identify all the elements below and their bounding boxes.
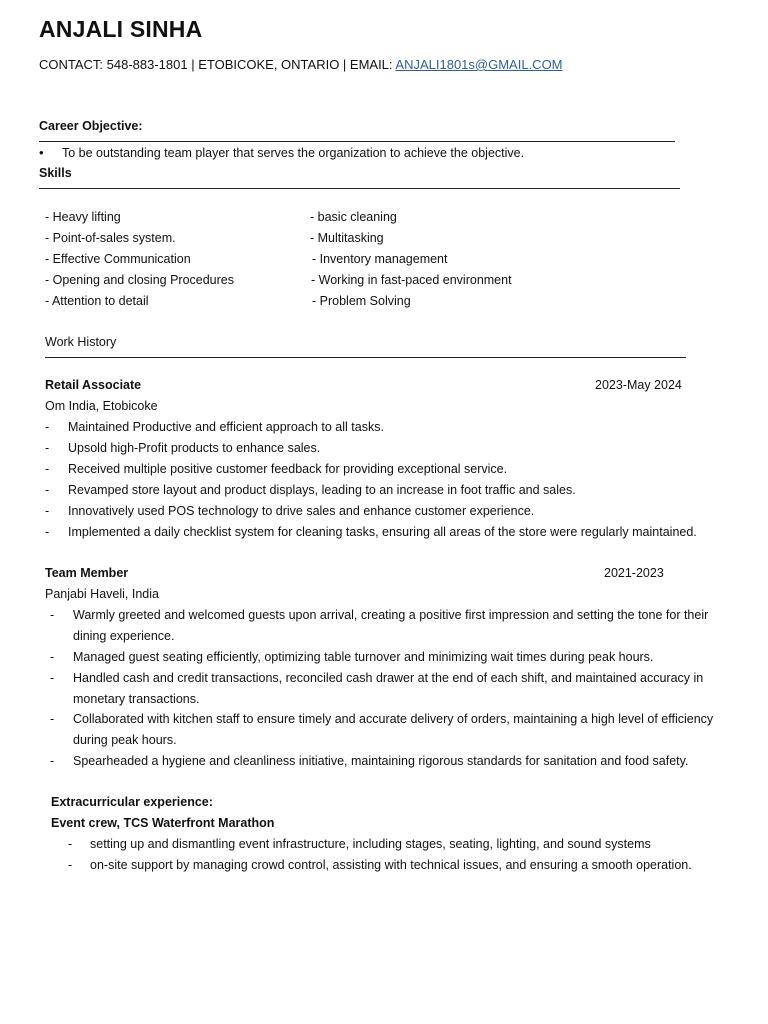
job-bullet: Collaborated with kitchen staff to ensure timely and accurate delivery of orders, maintaining a high level of efficiency [73,712,714,726]
skill-item: - Multitasking [310,231,384,245]
skill-item: - Effective Communication [45,252,191,266]
job-bullet: Handled cash and credit transactions, reconciled cash drawer at the end of each shift, and maintained accuracy in [73,671,704,685]
extracurricular-role: Event crew, TCS Waterfront Marathon [51,816,275,830]
job-bullet: Warmly greeted and welcomed guests upon arrival, creating a positive first impression and setting the tone for their [73,608,709,622]
skill-item: - Opening and closing Procedures [45,273,235,287]
dash-marker: - [50,671,55,685]
job-bullet: Received multiple positive customer feedback for providing exceptional service. [68,462,508,476]
objective-text: To be outstanding team player that serves the organization to achieve the objective. [62,146,525,160]
dash-marker: - [45,525,50,539]
job-bullet-continued: monetary transactions. [73,692,200,706]
job-bullet: Upsold high-Profit products to enhance sales. [68,441,321,455]
skills-divider [39,188,680,189]
contact-line [39,57,563,72]
dash-marker: - [45,504,50,518]
skills-heading: Skills [39,166,72,180]
job-bullet: Revamped store layout and product displays, leading to an increase in foot traffic and sales. [68,483,576,497]
job-bullet-continued: dining experience. [73,629,175,643]
bullet-marker: • [39,145,44,160]
job-bullet: Managed guest seating efficiently, optimizing table turnover and minimizing wait times during peak hours. [73,650,654,664]
work-history-divider [45,357,686,358]
extracurricular-heading: Extracurricular experience: [51,795,213,809]
skill-item: - basic cleaning [310,210,397,224]
extracurricular-bullet: setting up and dismantling event infrastructure, including stages, seating, lighting, and sound systems [90,837,651,851]
skill-item: - Problem Solving [312,294,411,308]
skill-item: - Inventory management [312,252,448,266]
skill-item: - Attention to detail [45,294,149,308]
job-dates: 2023-May 2024 [595,378,682,392]
work-history-heading: Work History [45,335,117,349]
job-bullet: Innovatively used POS technology to drive sales and enhance customer experience. [68,504,535,518]
email-link[interactable]: ANJALI1801s@GMAIL.COM [395,57,563,72]
dash-marker: - [45,462,50,476]
extracurricular-bullet: on-site support by managing crowd control, assisting with technical issues, and ensuring a smooth operation. [90,858,692,872]
contact-details: CONTACT: 548-883-1801 | ETOBICOKE, ONTARIO | EMAIL: [39,57,396,72]
job-employer: Om India, Etobicoke [45,399,158,413]
job-dates: 2021-2023 [604,566,664,580]
dash-marker: - [68,837,73,851]
dash-marker: - [45,441,50,455]
job-bullet-continued: during peak hours. [73,733,177,747]
dash-marker: - [45,420,50,434]
dash-marker: - [50,712,55,726]
job-employer: Panjabi Haveli, India [45,587,159,601]
dash-marker: - [68,858,73,872]
dash-marker: - [50,754,55,768]
skill-item: - Working in fast-paced environment [311,273,512,287]
job-title: Retail Associate [45,378,142,392]
dash-marker: - [50,650,55,664]
job-bullet: Implemented a daily checklist system for cleaning tasks, ensuring all areas of the store were regularly maintained. [68,525,697,539]
candidate-name: ANJALI SINHA [39,16,203,42]
job-bullet: Maintained Productive and efficient approach to all tasks. [68,420,384,434]
dash-marker: - [50,608,55,622]
job-title: Team Member [45,566,129,580]
job-bullet: Spearheaded a hygiene and cleanliness initiative, maintaining rigorous standards for sanitation and food safety. [73,754,689,768]
dash-marker: - [45,483,50,497]
skill-item: - Point-of-sales system. [45,231,176,245]
skill-item: - Heavy lifting [45,210,121,224]
objective-divider [39,141,675,142]
objective-heading: Career Objective: [39,119,143,133]
